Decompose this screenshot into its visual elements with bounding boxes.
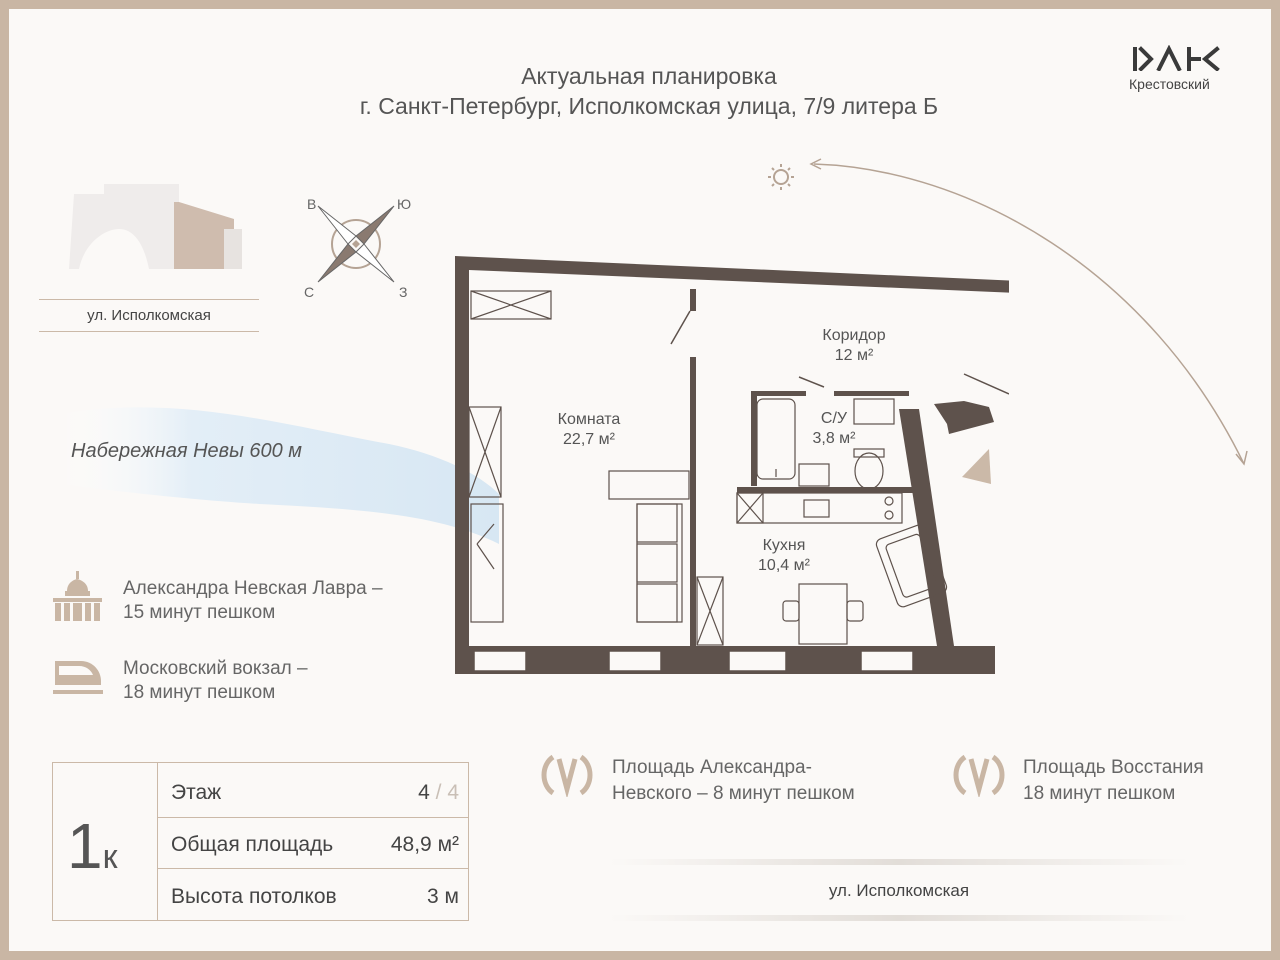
sun-icon [768,164,794,190]
compass-n: В [307,196,317,212]
street-band-bottom [609,915,1189,921]
room-komnata-area: 22,7 м² [563,431,615,448]
rooms-count-number: 1 [67,810,103,882]
floor-total: 4 [447,781,459,804]
train-icon [53,657,105,697]
poi-station [123,657,308,705]
floor-value [309,781,459,805]
room-kukhnya [734,536,834,576]
info-divider-1 [157,817,469,818]
compass [299,189,429,304]
area-value: 48,9 м² [390,833,459,856]
room-koridor [794,326,914,366]
room-su-name: С/У [820,410,848,427]
floor-label: Этаж [171,781,222,804]
height-value: 3 м [427,885,459,908]
poi-lavra-name: Александра Невская Лавра – [123,578,383,599]
bottom-street-label: ул. Исполкомская [828,881,970,900]
room-su-area: 3,8 м² [812,430,856,447]
floor-current: 4 [418,781,430,804]
moon-icon [1243,479,1254,501]
compass-w: С [304,284,315,300]
map-divider-bottom [39,331,259,332]
room-su [794,409,874,449]
street-band-top [609,859,1189,865]
floor-plan [449,249,1009,679]
metro-ploshchad-nevskogo [612,755,855,807]
metro-1-name: Площадь Александра- [612,757,812,778]
room-kukhnya-name: Кухня [762,537,806,554]
map-annex [224,229,242,269]
entrance-arrow [962,449,991,484]
metro-2-name: Площадь Восстания [1023,757,1204,778]
info-divider-vertical [157,762,158,921]
poi-station-name: Московский вокзал – [123,658,308,679]
height-label: Высота потолков [171,885,337,908]
metro-1-time: Невского – 8 минут пешком [612,783,855,804]
map-building [69,184,179,269]
metro-2-time: 18 минут пешком [1023,783,1176,804]
floor-separator: / [429,781,448,804]
rooms-count-suffix: к [102,838,118,876]
river-label: Набережная Невы 600 м [71,440,303,462]
rooms-count [67,809,117,883]
poi-lavra [123,577,383,625]
metro-icon [539,751,595,797]
poi-lavra-time: 15 минут пешком [123,602,276,623]
info-divider-2 [157,868,469,869]
church-icon [51,571,105,623]
logo-text: Крестовский [1129,76,1210,92]
map-street-label: ул. Исполкомская [87,307,211,324]
area-label: Общая площадь [171,833,334,856]
poi-station-time: 18 минут пешком [123,682,276,703]
room-komnata-name: Комната [557,411,621,428]
location-map [64,174,254,284]
compass-e: Ю [397,196,412,212]
metro-icon [951,751,1007,797]
metro-ploshchad-vosstaniya [1023,755,1204,807]
room-komnata [529,410,649,450]
logo [1129,45,1239,92]
page-title: Актуальная планировка [521,63,777,89]
logo-icon [1129,45,1239,71]
room-kukhnya-area: 10,4 м² [758,557,810,574]
compass-s: З [399,284,408,300]
map-divider-top [39,299,259,300]
address: г. Санкт-Петербург, Исполкомская улица, 7/9 литера Б [359,93,939,119]
room-koridor-area: 12 м² [834,347,874,364]
room-koridor-name: Коридор [822,327,886,344]
river-shape [59,394,499,544]
